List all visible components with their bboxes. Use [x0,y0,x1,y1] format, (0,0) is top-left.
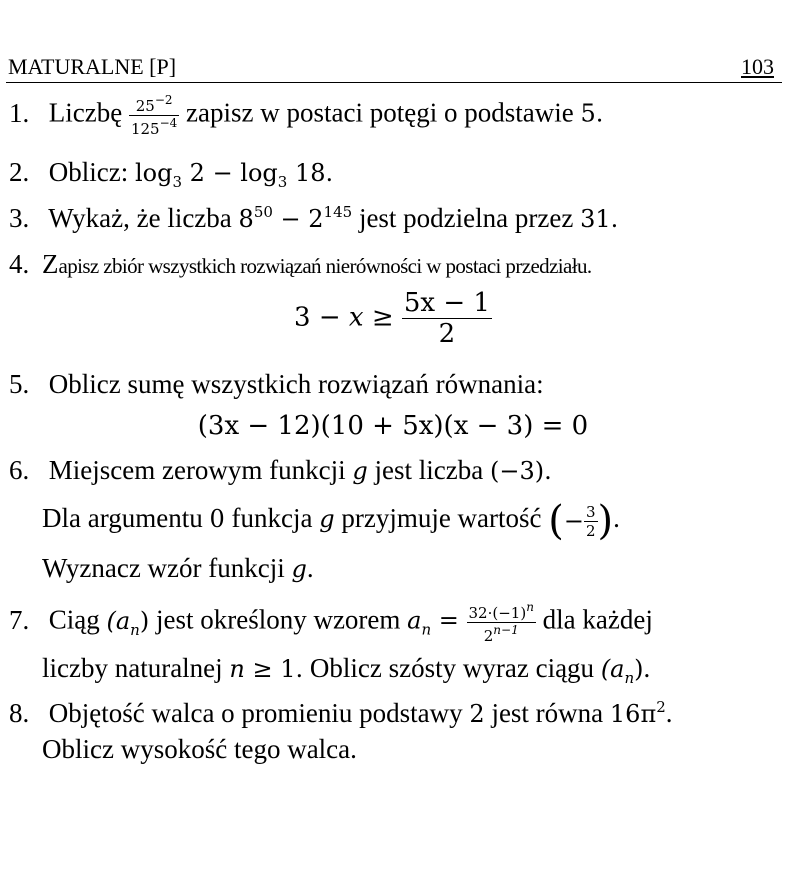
problem-number: 2. [9,157,30,187]
page-header [6,52,782,83]
problem-number: 7. [9,604,30,635]
fraction: $\frac{3}{2}$ [586,502,596,540]
fraction: $\frac{32\cdot(-1)^n}{2^{n-1}}$ [468,600,534,645]
problem-text: Oblicz sumę wszystkich rozwiązań równania: [48,369,544,399]
header-title: MATURALNE [P] [8,54,177,79]
problem-3: 3. Wykaż, że liczba $8^{50} - 2^{145}$ jest podzielna przez 31. [9,203,619,233]
problem-number: 3. [9,203,30,233]
problem-7-line-2: liczby naturalnej n ≥ 1. Oblicz szósty wyraz ciągu $(a_n)$. [42,653,651,687]
problem-text: Oblicz: [48,157,129,187]
problem-number: 4. [9,249,30,279]
inequality-formula: 3 − x ≥ $\frac{5x - 1}{2}$ [294,288,490,349]
problem-number: 1. [9,97,30,128]
problem-number: 6. [9,455,30,485]
problem-number: 8. [9,698,30,728]
problem-5 [9,369,544,400]
problem-6-line-2: Dla argumentu 0 funkcja g przyjmuje wartość (− $\frac{3}{2}$ ). [42,498,620,544]
problem-text: jest podzielna przez [358,203,574,233]
problem-text: zapisz w postaci potęgi o podstawie [186,97,574,128]
problem-1: 1. Liczbę $\frac{25^{-2}}{125^{-4}}$ zapisz w postaci potęgi o podstawie 5. [9,93,604,138]
problem-7: 7. Ciąg $(a_n)$ jest określony wzorem $a_n$ = $\frac{32\cdot(-1)^n}{2^{n-1}}$ dla każdej [9,600,653,645]
problem-6: 6. Miejscem zerowym funkcji g jest liczba (−3). [9,455,552,485]
problem-text: Liczbę [48,97,123,128]
problem-6-line-3: Wyznacz wzór funkcji g. [42,553,314,583]
problem-text: Wykaż, że liczba [48,203,232,233]
equation-formula: (3x − 12)(10 + 5x)(x − 3) = 0 [197,411,589,441]
problem-number: 5. [9,369,30,399]
problem-4: 4. Zapisz zbiór wszystkich rozwiązań nierówności w postaci przedziału. [9,249,592,279]
problem-8: 8. Objętość walca o promieniu podstawy 2 jest równa $16\pi^2$. [9,698,673,728]
page-number: 103 [741,54,774,79]
fraction: $\frac{25^{-2}}{125^{-4}}$ [130,93,178,138]
problem-8-line-2: Oblicz wysokość tego walca. [42,734,357,764]
fraction: $\frac{5x - 1}{2}$ [403,288,490,349]
problem-text: apisz zbiór wszystkich rozwiązań nierówności w postaci przedziału. [58,254,592,278]
problem-2: 2. Oblicz: $\log_3 2 - \log_3 18$. [9,157,334,191]
